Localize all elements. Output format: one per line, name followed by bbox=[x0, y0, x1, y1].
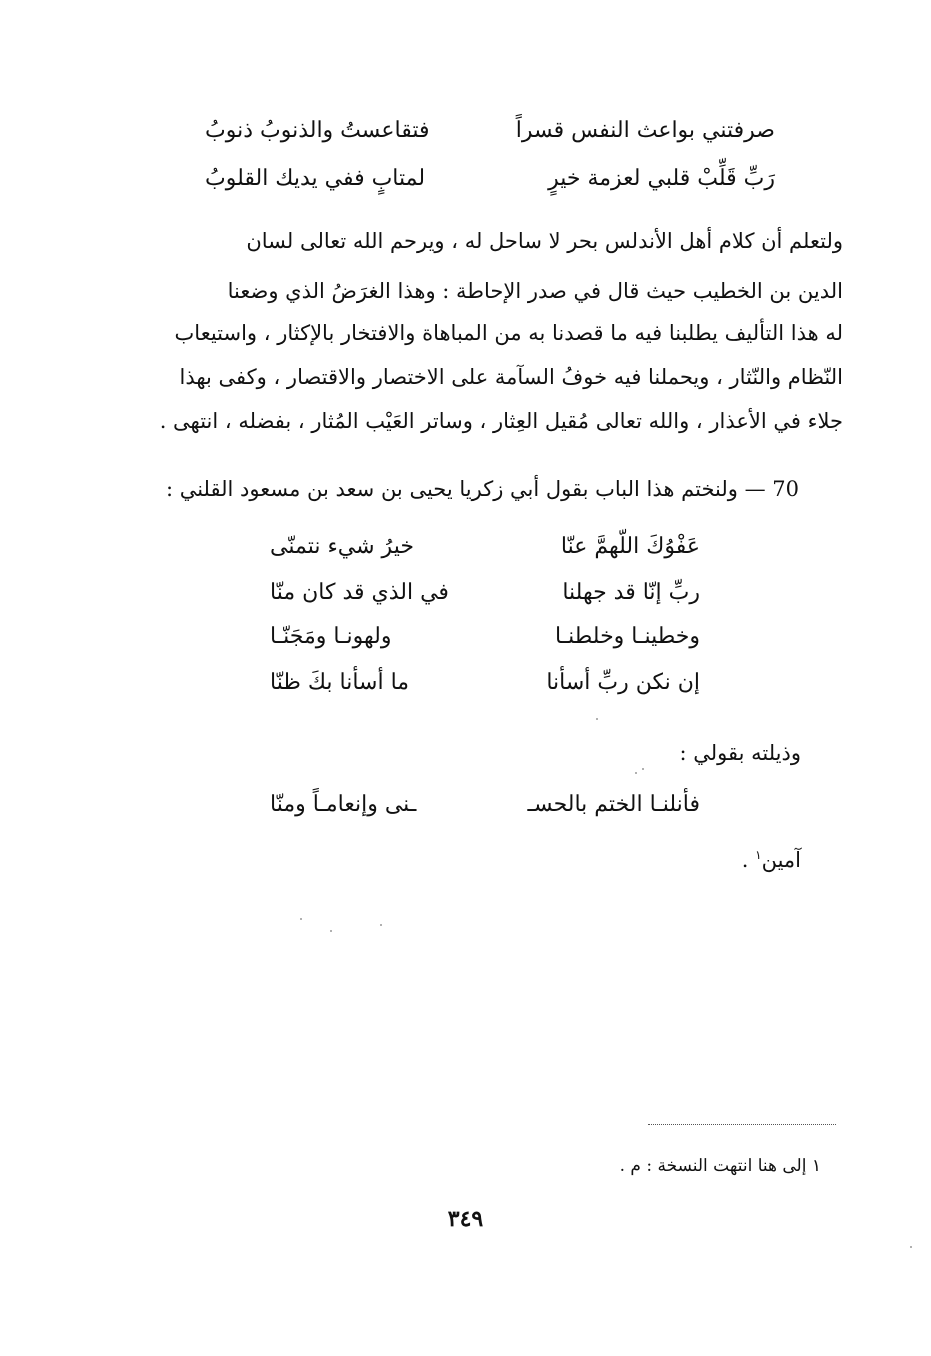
hemistich-first: وخطينـا وخلطنـا bbox=[554, 624, 700, 649]
footnote-number: ١ bbox=[811, 1156, 821, 1176]
scan-speck bbox=[635, 772, 637, 774]
footnote-separator bbox=[648, 1124, 836, 1125]
section-text: ولنختم هذا الباب بقول أبي زكريا يحيى بن سعد بن مسعود القلني : bbox=[165, 477, 738, 501]
scan-speck bbox=[910, 1246, 912, 1248]
hemistich-second: لمتابٍ ففي يديك القلوبُ bbox=[205, 166, 426, 191]
hemistich-second: ولهونـا ومَجَنّـا bbox=[270, 624, 392, 649]
opening-verse-2 bbox=[205, 164, 775, 194]
section-heading bbox=[139, 474, 799, 504]
footnote-text: إلى هنا انتهت النسخة : م . bbox=[619, 1156, 807, 1176]
opening-verse-1 bbox=[205, 116, 775, 146]
hemistich-first: رَبِّ قَلِّبْ قلبي لعزمة خيرٍ bbox=[548, 166, 775, 191]
footnote bbox=[620, 1156, 821, 1176]
poem-verse-1 bbox=[270, 532, 700, 562]
scan-speck bbox=[596, 718, 598, 720]
poem-verse-3 bbox=[270, 622, 700, 652]
section-dash: — bbox=[744, 477, 766, 501]
hemistich-second: في الذي قد كان منّا bbox=[270, 580, 449, 605]
paragraph-line-5: جلاء في الأعذار ، والله تعالى مُقيل العِثار ، وساتر العَيْب المُثار ، بفضله ، انتهى . bbox=[159, 409, 843, 433]
hemistich-first: عَفْوُكَ اللّهمَّ عنّا bbox=[560, 534, 700, 559]
scan-speck bbox=[642, 768, 644, 770]
poem-verse-4 bbox=[270, 668, 700, 698]
closing-word: آمين bbox=[761, 848, 801, 872]
hemistich-first: فأنلنـا الختم بالحسـ bbox=[527, 792, 700, 817]
paragraph-line-2: الدين بن الخطيب حيث قال في صدر الإحاطة : وهذا الغرَضُ الذي وضعنا bbox=[227, 279, 843, 303]
scan-speck bbox=[380, 924, 382, 926]
hemistich-second: ما أسأنا بكَ ظنّا bbox=[270, 670, 410, 695]
scan-speck bbox=[300, 918, 302, 920]
hemistich-second: خيرُ شيء نتمنّى bbox=[270, 534, 414, 559]
addendum-intro: وذيلته بقولي : bbox=[679, 741, 801, 765]
poem-verse-2 bbox=[270, 578, 700, 608]
hemistich-first: ربِّ إنّا قد جهلنا bbox=[562, 580, 700, 605]
scan-speck bbox=[330, 930, 332, 932]
section-number: 70 bbox=[772, 477, 799, 501]
closing-amen bbox=[601, 840, 801, 875]
hemistich-second: ـنى وإنعامـاً ومنّا bbox=[270, 792, 417, 817]
footnote-marker: ١ bbox=[755, 848, 762, 862]
hemistich-second: فتقاعستُ والذنوبُ ذنوبُ bbox=[205, 118, 430, 143]
paragraph-line-4: النّظام والنّثار ، ويحملنا فيه خوفُ السآمة على الاختصار والاقتصار ، وكفى بهذا bbox=[179, 365, 843, 389]
hemistich-first: صرفتني بواعث النفس قسراً bbox=[515, 118, 775, 143]
hemistich-first: إن نكن ربِّ أسأنا bbox=[546, 670, 700, 695]
paragraph-line-1: ولتعلم أن كلام أهل الأندلس بحر لا ساحل له ، ويرحم الله تعالى لسان bbox=[246, 229, 843, 253]
addendum-verse bbox=[270, 790, 700, 820]
closing-end: . bbox=[741, 848, 756, 872]
paragraph-line-3: له هذا التأليف يطلبنا فيه ما قصدنا به من المباهاة والافتخار بالإكثار ، واستيعاب bbox=[174, 321, 843, 345]
page-number: ٣٤٩ bbox=[447, 1206, 484, 1232]
